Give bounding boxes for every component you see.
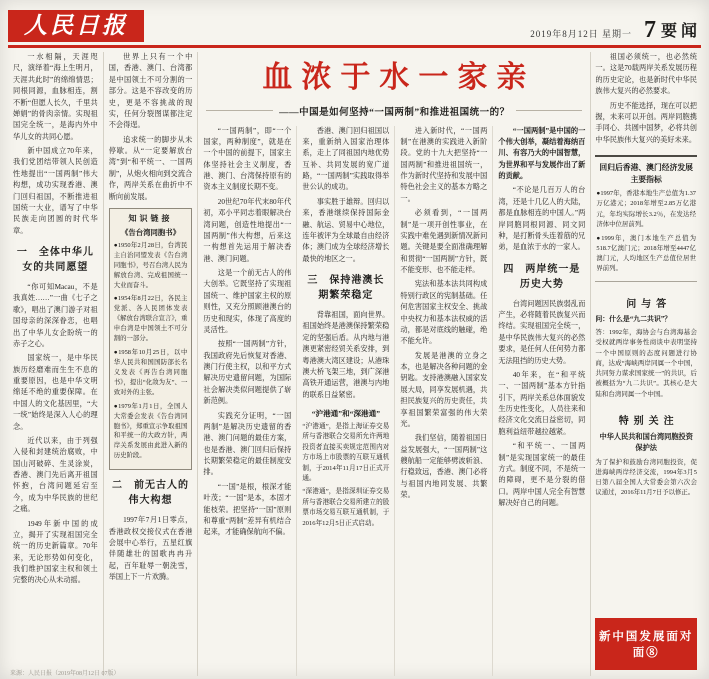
article-paragraph: 40年来，在“和平统一、一国两制”基本方针指引下，两岸关系总体面貌发生历史性变化，人员往来和经济文化交流日益密切，同胞利益纽带越拉越紧。 bbox=[498, 370, 586, 436]
section-heading-1: 一 全体中华儿女的共同愿望 bbox=[16, 247, 94, 273]
masthead-rule bbox=[8, 45, 701, 48]
article-paragraph: 一水相隔，天涯咫尺，演绎着“海上生明月，天涯共此时”的绵绵情思；同根同源，血脉相连，割不断“但愿人长久，千里共婵娟”的骨肉亲情。实现祖国完全统一，是海内外中华儿女的共同心愿。 bbox=[13, 53, 98, 141]
article-paragraph: 宪法和基本法共同构成特别行政区的宪制基础。任何危害国家主权安全、挑战中央权力和基本法权威的活动，都是对底线的触碰，绝不能允许。 bbox=[400, 280, 488, 346]
column-1 bbox=[8, 52, 103, 676]
knowledge-box-title: 知识链接 bbox=[128, 213, 173, 223]
knowledge-link-box bbox=[109, 208, 193, 470]
center-block bbox=[197, 52, 590, 676]
newspaper-brand: 人民日报 bbox=[8, 10, 144, 42]
special-focus-title: 特别关注 bbox=[618, 416, 679, 428]
article-paragraph: 按照“一国两制”方针，我国政府先后恢复对香港、澳门行使主权，以和平方式解决历史遗留问题，为国际社会解决类似问题提供了崭新范例。 bbox=[203, 340, 292, 406]
economic-indicators-box bbox=[595, 155, 697, 282]
section-heading-2: 二 前无古人的伟大构想 bbox=[112, 480, 190, 507]
article-paragraph: 事实胜于雄辩。回归以来，香港继续保持国际金融、航运、贸易中心地位，连年被评为全球最自由经济体；澳门成为全球经济增长最快的地区之一。 bbox=[302, 197, 390, 263]
article-body bbox=[8, 52, 701, 676]
article-paragraph: 近代以来，由于列强入侵和封建统治腐败，中国山河破碎、生灵涂炭，香港、澳门先后离开祖国怀抱，台湾问题延宕至今，成为中华民族的世纪之痛。 bbox=[13, 436, 98, 514]
article-paragraph: “你可知Macau，不是我真姓……”一曲《七子之歌》，唱出了澳门游子对祖国母亲的深深眷恋，也唱出了中华儿女企盼统一的赤子之心。 bbox=[13, 283, 98, 348]
economic-indicator-item: ●1999年，澳门本地生产总值为518.7亿澳门元；2018年增至4447亿澳门元，人均地区生产总值位居世界前列。 bbox=[596, 234, 696, 273]
knowledge-box-item: ●1979年1月1日，全国人大常委会发表《告台湾同胞书》，郑重宣示争取祖国和平统一的大政方针，两岸关系发展由此进入新的历史阶段。 bbox=[113, 402, 188, 460]
stock-connect-heading: “沪港通”和“深港通” bbox=[311, 409, 381, 418]
article-paragraph: 背靠祖国，面向世界。祖国始终是港澳保持繁荣稳定的坚强后盾。从内地与港澳更紧密经贸关系安排，到粤港澳大湾区建设；从港珠澳大桥飞架三地，到广深港高铁开通运营，港澳与内地的联系日益紧密。 bbox=[302, 311, 390, 399]
article-paragraph: 国家统一，是中华民族历经磨难而生生不息的重要原因，也是中华文明绵延不绝的重要保障。在中国人的文化基因里，“大一统”始终是深入人心的理念。 bbox=[13, 354, 98, 431]
article-paragraph: 发展是港澳的立身之本，也是解决各种问题的金钥匙。支持港澳融入国家发展大局，同享发展机遇，共担民族复兴的历史责任，共享祖国繁荣富强的伟大荣光。 bbox=[400, 351, 488, 428]
article-lead-paragraph: “一国两制”是中国的一个伟大创举，凝结着海纳百川、有容乃大的中国智慧，为世界和平与发展作出了新的贡献。 bbox=[498, 126, 586, 180]
knowledge-box-subtitle: 《告台湾同胞书》 bbox=[120, 227, 181, 237]
page-section-label: 要闻 bbox=[660, 23, 701, 40]
article-paragraph: “不论是几百万人的台湾，还是十几亿人的大陆，都是血脉相连的中国人。”两岸同胞同根同源、同文同种，是打断骨头连着筋的兄弟，是血浓于水的一家人。 bbox=[498, 186, 586, 252]
special-focus-law-title: 中华人民共和国台湾同胞投资保护法 bbox=[599, 433, 693, 452]
article-paragraph: 祖国必须统一，也必然统一。这是70载两岸关系发展历程的历史定论，也是新时代中华民族伟大复兴的必然要求。 bbox=[595, 53, 697, 96]
source-watermark: 来源：人民日报（2019年08月12日 07版） bbox=[10, 671, 120, 677]
headline-subtitle-row bbox=[206, 104, 582, 118]
column-6 bbox=[492, 126, 590, 677]
article-paragraph: 香港、澳门回归祖国以来，重新纳入国家治理体系，走上了同祖国内地优势互补、共同发展的宽广道路，“一国两制”实践取得举世公认的成功。 bbox=[302, 126, 390, 192]
article-paragraph: 1997年7月1日零点，香港政权交接仪式在香港会展中心举行，五星红旗伴随雄壮的国歌冉冉升起，百年耻辱一朝洗雪，举国上下一片欢腾。 bbox=[108, 516, 193, 582]
subtitle-rule-right bbox=[516, 110, 583, 111]
article-paragraph: 实践充分证明，“一国两制”是解决历史遗留的香港、澳门问题的最佳方案，也是香港、澳门回归后保持长期繁荣稳定的最佳制度安排。 bbox=[203, 411, 292, 477]
section-heading-4: 四 两岸统一是历史大势 bbox=[503, 263, 581, 290]
masthead bbox=[8, 8, 701, 42]
qa-section bbox=[595, 286, 697, 403]
headline-block bbox=[198, 52, 590, 126]
column-3 bbox=[198, 126, 296, 677]
article-paragraph: 追求统一的脚步从未停歇。从“一定要解放台湾”到“和平统一、一国两制”，从炮火相向到交流合作，两岸关系在曲折中不断向前发展。 bbox=[108, 135, 193, 201]
headline-subtitle: ——中国是如何坚持“一国两制”和推进祖国统一的？ bbox=[279, 107, 510, 118]
article-paragraph: 必须看到，“一国两制”是一项开创性事业，在实践中难免遇到新情况新问题。关键是要全面准确理解和贯彻“一国两制”方针，既不能变形、也不能走样。 bbox=[400, 209, 488, 274]
special-focus-body: 为了保护和鼓励台湾同胞投资，促进海峡两岸经济交流，1994年3月5日第八届全国人大常委会第六次会议通过，2016年11月7日予以修正。 bbox=[595, 458, 697, 496]
article-paragraph: 世界上只有一个中国，香港、澳门、台湾都是中国领土不可分割的一部分。这是不容改变的历史，更是不容挑战的现实，任何分裂图谋都注定不会得逞。 bbox=[108, 53, 193, 130]
qa-question: 问：什么是“九二共识”？ bbox=[595, 316, 672, 324]
stock-connect-item: “沪港通”，是指上海证券交易所与香港联合交易所允许两地投资者直接买卖规定范围内对方市场上市股票的互联互通机制，于2014年11月17日正式开通。 bbox=[302, 423, 390, 483]
special-focus-section bbox=[595, 403, 697, 501]
column-5 bbox=[394, 126, 492, 677]
section-heading-3: 三 保持港澳长期繁荣稳定 bbox=[307, 275, 385, 301]
masthead-right bbox=[530, 16, 701, 43]
subtitle-rule-left bbox=[206, 110, 273, 111]
article-paragraph: 1949年新中国的成立，揭开了实现祖国完全统一的历史新篇章。70年来，无论形势如何变化，我们维护国家主权和领土完整的决心从未动摇。 bbox=[13, 519, 98, 585]
knowledge-box-item: ●1950年2月28日，台湾民主自治同盟发表《告台湾同胞书》，号召台湾人民为解放台湾、完成祖国统一大业而奋斗。 bbox=[113, 241, 188, 289]
page-id bbox=[643, 16, 701, 43]
stock-connect-inset bbox=[302, 408, 389, 529]
article-paragraph: 历史不能选择，现在可以把握，未来可以开创。两岸同胞携手同心、共圆中国梦，必将共创中华民族伟大复兴的美好未来。 bbox=[595, 101, 697, 144]
article-paragraph: “一国”是根，根深才能叶茂；“一国”是本，本固才能枝荣。把坚持“一国”原则和尊重“两制”差异有机结合起来，才能确保航向不偏。 bbox=[203, 482, 292, 537]
article-paragraph: “和平统一、一国两制”是实现国家统一的最佳方式。制度不同，不是统一的障碍，更不是分裂的借口。两岸中国人完全有智慧解决好自己的问题。 bbox=[498, 442, 586, 507]
article-paragraph: 我们坚信，随着祖国日益发展强大，“一国两制”这艘航船一定能够劈波斩浪、行稳致远，香港、澳门必将与祖国内地同发展、共繁荣。 bbox=[400, 434, 488, 500]
article-paragraph: 进入新时代，“一国两制”在港澳的实践进入新阶段。党的十九大把坚持“一国两制”和推进祖国统一，作为新时代坚持和发展中国特色社会主义的基本方略之一。 bbox=[400, 126, 488, 203]
qa-title: 问与答 bbox=[626, 299, 672, 311]
stock-connect-item: “深港通”，是指深圳证券交易所与香港联合交易所建立的股票市场交易互联互通机制，于2016年12月5日正式启动。 bbox=[302, 488, 390, 527]
knowledge-box-item: ●1954年8月22日，各民主党派、各人民团体发表《解放台湾联合宣言》，重申台湾是中国领土不可分割的一部分。 bbox=[113, 295, 188, 343]
page-number: 7 bbox=[643, 16, 656, 43]
series-banner: 新中国发展面对面⑧ bbox=[595, 618, 697, 670]
economic-indicator-item: ●1997年，香港本地生产总值为1.37万亿港元；2018年增至2.85万亿港元，年均实际增长3.2％，在发达经济体中位居前列。 bbox=[596, 190, 696, 228]
economic-indicators-title: 回归后香港、澳门经济发展主要指标 bbox=[599, 163, 693, 184]
article-paragraph: 20世纪70年代末80年代初，邓小平同志着眼解决台湾问题，创造性地提出“一国两制”伟大构想，后来这一构想首先运用于解决香港、澳门问题。 bbox=[203, 197, 292, 263]
masthead-date: 2019年8月12日 星期一 bbox=[530, 29, 632, 39]
right-rail bbox=[590, 52, 701, 676]
knowledge-box-item: ●1958年10月25日，以中华人民共和国国防部长名义发表《再告台湾同胞书》，提出“化敌为友”、一致对外的主张。 bbox=[113, 349, 188, 396]
article-paragraph: “一国两制”，即“一个国家，两种制度”，就是在一个中国的前提下，国家主体坚持社会主义制度，香港、澳门、台湾保持原有的资本主义制度长期不变。 bbox=[203, 126, 292, 192]
column-4 bbox=[296, 126, 394, 677]
qa-answer: 答：1992年，海协会与台湾海基会受权就两岸事务性商谈中表明坚持一个中国原则的态度问题进行协商，达成“海峡两岸同属一个中国，共同努力谋求国家统一”的共识，后被概括为“九二共识”。其核心是大陆和台湾同属一个中国。 bbox=[595, 329, 697, 398]
headline-title: 血浓于水一家亲 bbox=[262, 61, 536, 94]
article-paragraph: 新中国成立70年来，我们党团结带领人民创造性地提出“一国两制”伟大构想，成功实现香港、澳门回归祖国，不断推进祖国统一大业，谱写了中华民族走向团圆的时代华章。 bbox=[13, 147, 98, 235]
column-2 bbox=[103, 52, 198, 676]
article-paragraph: 这是一个前无古人的伟大创举。它既坚持了实现祖国统一、维护国家主权的原则性，又充分照顾港澳台的历史和现实，体现了高度的灵活性。 bbox=[203, 269, 292, 334]
center-columns bbox=[198, 126, 590, 677]
article-paragraph: 台湾问题因民族弱乱而产生，必将随着民族复兴而终结。实现祖国完全统一，是中华民族伟大复兴的必然要求，是任何人任何势力都无法阻挡的历史大势。 bbox=[498, 299, 586, 365]
